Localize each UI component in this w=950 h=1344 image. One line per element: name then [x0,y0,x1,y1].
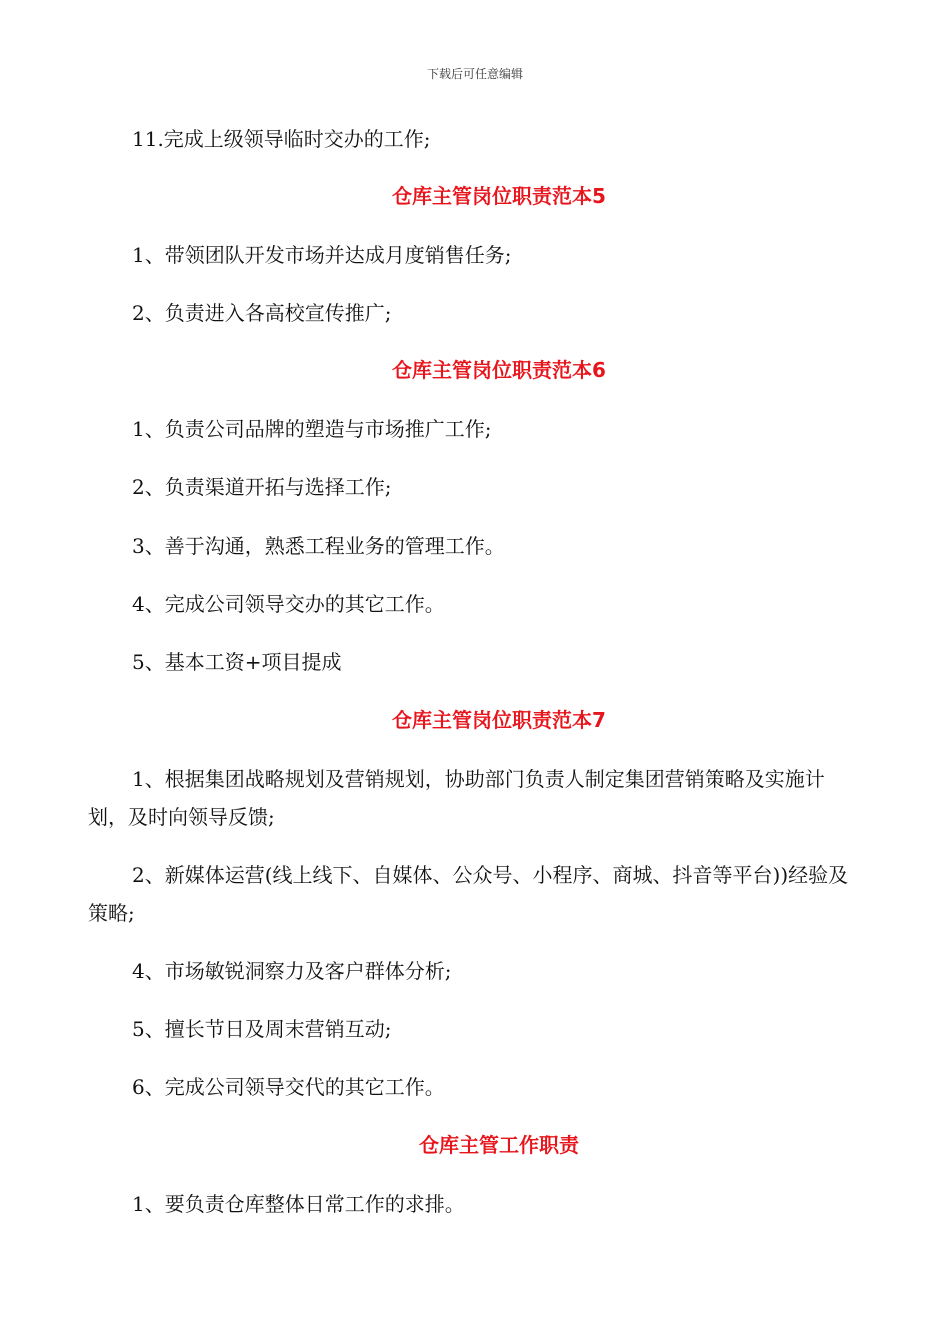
paragraph: 2、负责渠道开拓与选择工作; [132,475,392,499]
section-heading: 仓库主管岗位职责范本5 [392,184,606,208]
section-heading: 仓库主管岗位职责范本6 [392,358,606,382]
paragraph: 3、善于沟通，熟悉工程业务的管理工作。 [132,534,505,558]
page-header: 下载后可任意编辑 [426,67,523,81]
section-heading: 仓库主管岗位职责范本7 [392,708,606,732]
paragraph: 4、市场敏锐洞察力及客户群体分析; [132,959,452,983]
paragraph: 2、负责进入各高校宣传推广; [132,301,392,325]
paragraph: 5、基本工资+项目提成 [132,650,342,674]
paragraph: 5、擅长节日及周末营销互动; [132,1017,392,1041]
paragraph: 1、要负责仓库整体日常工作的求排。 [132,1192,465,1216]
paragraph: 1、带领团队开发市场并达成月度销售任务; [132,243,512,267]
section-heading: 仓库主管工作职责 [419,1133,579,1157]
paragraph: 6、完成公司领导交代的其它工作。 [132,1075,445,1099]
paragraph: 11.完成上级领导临时交办的工作; [132,127,431,151]
paragraph: 1、负责公司品牌的塑造与市场推广工作; [132,417,492,441]
paragraph: 2、新媒体运营(线上线下、自媒体、公众号、小程序、商城、抖音等平台))经验及策略; [88,863,849,925]
paragraph: 1、根据集团战略规划及营销规划，协助部门负责人制定集团营销策略及实施计划，及时向领导反馈; [88,767,825,829]
paragraph: 4、完成公司领导交办的其它工作。 [132,592,445,616]
